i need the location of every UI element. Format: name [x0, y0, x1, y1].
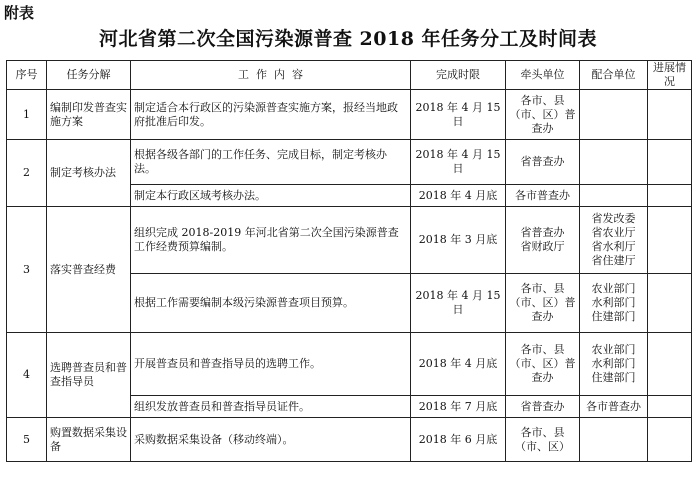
deadline-cell: 2018 年 4 月 15 日 [411, 274, 506, 333]
seq-cell: 2 [7, 140, 47, 207]
lead-cell: 各市、县（市、区）普查办 [506, 274, 580, 333]
content-cell: 根据各级各部门的工作任务、完成目标，制定考核办法。 [131, 140, 411, 185]
deadline-cell: 2018 年 4 月底 [411, 333, 506, 396]
lead-cell: 各市、县（市、区） [506, 418, 580, 462]
progress-cell [648, 274, 692, 333]
progress-cell [648, 140, 692, 185]
coop-cell: 农业部门 水利部门 住建部门 [580, 274, 648, 333]
attachment-label: 附表 [4, 4, 35, 22]
header-row [7, 61, 692, 90]
lead-cell: 各市、县（市、区）普查办 [506, 333, 580, 396]
progress-cell [648, 396, 692, 418]
progress-cell [648, 207, 692, 274]
coop-cell: 各市普查办 [580, 396, 648, 418]
header-coop: 配合单位 [580, 61, 648, 90]
deadline-cell: 2018 年 4 月 15 日 [411, 90, 506, 140]
seq-cell: 1 [7, 90, 47, 140]
task-cell: 编制印发普查实施方案 [47, 90, 131, 140]
task-table [6, 60, 692, 462]
content-cell: 组织发放普查员和普查指导员证件。 [131, 396, 411, 418]
seq-cell: 5 [7, 418, 47, 462]
progress-cell [648, 333, 692, 396]
table-row [7, 418, 692, 462]
deadline-cell: 2018 年 7 月底 [411, 396, 506, 418]
content-cell: 组织完成 2018-2019 年河北省第二次全国污染源普查工作经费预算编制。 [131, 207, 411, 274]
content-cell: 开展普查员和普查指导员的选聘工作。 [131, 333, 411, 396]
header-deadline: 完成时限 [411, 61, 506, 90]
table-row [7, 90, 692, 140]
task-cell: 购置数据采集设备 [47, 418, 131, 462]
task-cell: 制定考核办法 [47, 140, 131, 207]
page-title: 河北省第二次全国污染源普查 2018 年任务分工及时间表 [98, 28, 598, 50]
lead-cell: 省普查办 [506, 140, 580, 185]
deadline-cell: 2018 年 3 月底 [411, 207, 506, 274]
deadline-cell: 2018 年 6 月底 [411, 418, 506, 462]
progress-cell [648, 185, 692, 207]
coop-cell: 农业部门 水利部门 住建部门 [580, 333, 648, 396]
progress-cell [648, 90, 692, 140]
coop-cell [580, 418, 648, 462]
coop-cell: 省发改委 省农业厅 省水利厅 省住建厅 [580, 207, 648, 274]
seq-cell: 3 [7, 207, 47, 333]
coop-cell [580, 185, 648, 207]
lead-cell: 各市、县（市、区）普查办 [506, 90, 580, 140]
content-cell: 采购数据采集设备（移动终端）。 [131, 418, 411, 462]
coop-cell [580, 140, 648, 185]
task-cell: 落实普查经费 [47, 207, 131, 333]
progress-cell [648, 418, 692, 462]
header-lead: 牵头单位 [506, 61, 580, 90]
header-progress: 进展情况 [648, 61, 692, 90]
deadline-cell: 2018 年 4 月 15 日 [411, 140, 506, 185]
coop-cell [580, 90, 648, 140]
content-cell: 制定本行政区域考核办法。 [131, 185, 411, 207]
header-task: 任务分解 [47, 61, 131, 90]
lead-cell: 省普查办 省财政厅 [506, 207, 580, 274]
table-row [7, 207, 692, 274]
lead-cell: 各市普查办 [506, 185, 580, 207]
seq-cell: 4 [7, 333, 47, 418]
content-cell: 制定适合本行政区的污染源普查实施方案，报经当地政府批准后印发。 [131, 90, 411, 140]
deadline-cell: 2018 年 4 月底 [411, 185, 506, 207]
table-row [7, 140, 692, 185]
table-row [7, 333, 692, 396]
task-cell: 选聘普查员和普查指导员 [47, 333, 131, 418]
content-cell: 根据工作需要编制本级污染源普查项目预算。 [131, 274, 411, 333]
header-seq: 序号 [7, 61, 47, 90]
lead-cell: 省普查办 [506, 396, 580, 418]
header-content: 工 作 内 容 [131, 61, 411, 90]
